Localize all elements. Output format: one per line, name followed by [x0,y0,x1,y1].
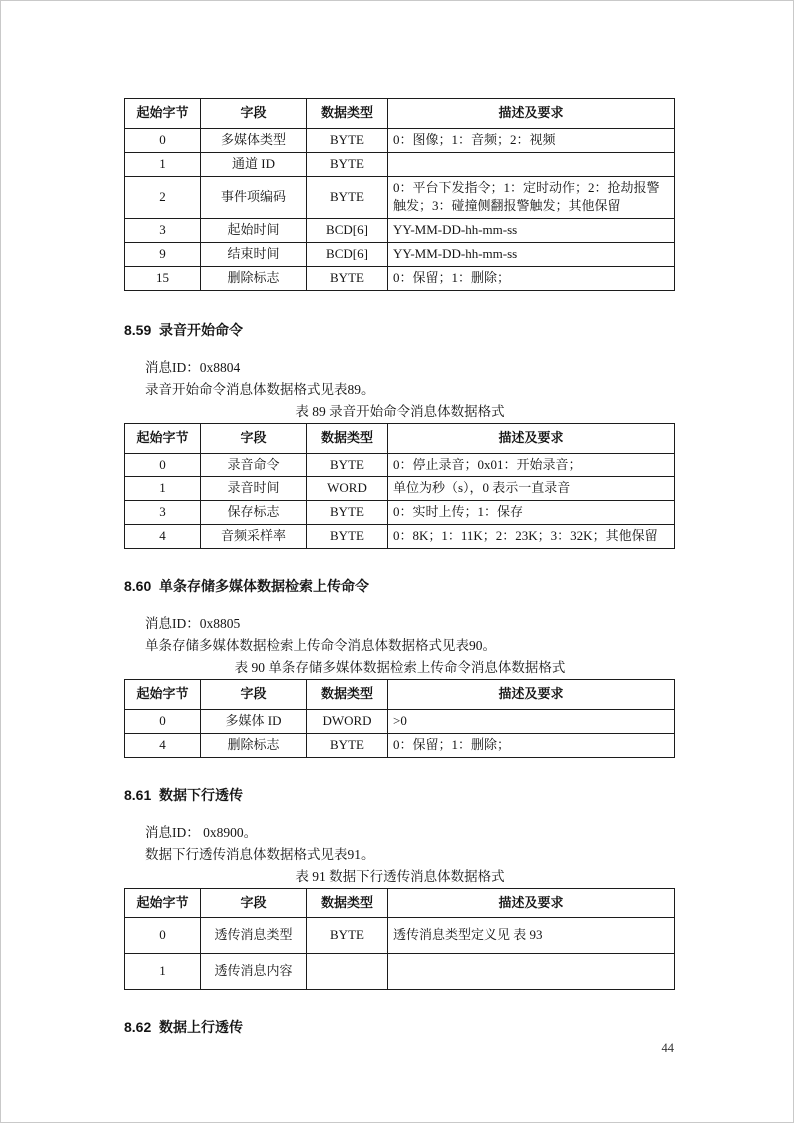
cell-start-byte: 1 [125,152,201,176]
cell-start-byte: 0 [125,709,201,733]
cell-field: 结束时间 [201,243,307,267]
section-heading-8-60: 8.60 单条存储多媒体数据检索上传命令 [124,577,370,594]
col-header-data-type: 数据类型 [307,679,388,709]
col-header-description: 描述及要求 [388,423,675,453]
col-header-data-type: 数据类型 [307,423,388,453]
col-header-data-type: 数据类型 [307,888,388,918]
table-row [125,176,675,219]
cell-field: 删除标志 [201,266,307,290]
col-header-field: 字段 [201,679,307,709]
cell-start-byte: 1 [125,954,201,990]
cell-field: 录音命令 [201,453,307,477]
table-90-caption: 表 90 单条存储多媒体数据检索上传命令消息体数据格式 [234,659,566,675]
cell-field: 音频采样率 [201,525,307,549]
col-header-description: 描述及要求 [388,679,675,709]
cell-data-type: BYTE [307,176,388,219]
table-header-row [125,99,675,129]
table-row [125,954,675,990]
cell-start-byte: 9 [125,243,201,267]
cell-description: >0 [388,709,675,733]
cell-field: 删除标志 [201,733,307,757]
table-header-row [125,679,675,709]
message-id-8805: 消息ID：0x8805 [145,615,241,631]
cell-start-byte: 15 [125,266,201,290]
cell-data-type: BYTE [307,152,388,176]
intro-text-table-91: 数据下行透传消息体数据格式见表91。 [145,846,375,862]
cell-description: 单位为秒（s），0 表示一直录音 [388,477,675,501]
cell-description: 0：实时上传；1：保存 [388,501,675,525]
col-header-start-byte: 起始字节 [125,423,201,453]
page-content [124,1,676,1036]
section-heading-8-62: 8.62 数据上行透传 [124,1019,244,1036]
cell-data-type: BCD[6] [307,243,388,267]
cell-start-byte: 0 [125,128,201,152]
cell-description: 0：停止录音；0x01：开始录音； [388,453,675,477]
table-header-row [125,423,675,453]
cell-description: 0：8K；1：11K；2：23K；3：32K；其他保留 [388,525,675,549]
intro-text-table-89: 录音开始命令消息体数据格式见表89。 [145,381,375,397]
section-heading-8-59: 8.59 录音开始命令 [124,321,244,338]
col-header-data-type: 数据类型 [307,99,388,129]
table-89-caption: 表 89 录音开始命令消息体数据格式 [295,403,505,419]
cell-start-byte: 0 [125,453,201,477]
cell-field: 起始时间 [201,219,307,243]
cell-start-byte: 3 [125,219,201,243]
cell-data-type: BYTE [307,453,388,477]
cell-description: 透传消息类型定义见 表 93 [388,918,675,954]
table-header-row [125,888,675,918]
cell-description: 0：平台下发指令；1：定时动作；2：抢劫报警触发；3：碰撞侧翻报警触发；其他保留 [388,176,675,219]
message-id-8900: 消息ID： 0x8900。 [145,824,258,840]
cell-description: YY-MM-DD-hh-mm-ss [388,219,675,243]
table-multimedia-event-retrieval [124,98,675,291]
table-row [125,477,675,501]
col-header-description: 描述及要求 [388,99,675,129]
cell-field: 事件项编码 [201,176,307,219]
cell-field: 通道 ID [201,152,307,176]
col-header-field: 字段 [201,99,307,129]
intro-text-table-90: 单条存储多媒体数据检索上传命令消息体数据格式见表90。 [145,637,496,653]
cell-data-type: BYTE [307,128,388,152]
table-91-data-downlink-passthrough [124,888,675,991]
cell-data-type: BYTE [307,733,388,757]
cell-data-type: BYTE [307,266,388,290]
cell-field: 透传消息类型 [201,918,307,954]
cell-description: 0：保留；1：删除； [388,733,675,757]
col-header-start-byte: 起始字节 [125,99,201,129]
cell-description [388,152,675,176]
col-header-field: 字段 [201,888,307,918]
cell-description: 0：保留；1：删除； [388,266,675,290]
section-heading-8-61: 8.61 数据下行透传 [124,786,244,803]
cell-field: 录音时间 [201,477,307,501]
table-row [125,152,675,176]
table-row [125,243,675,267]
cell-field: 多媒体 ID [201,709,307,733]
col-header-field: 字段 [201,423,307,453]
cell-field: 保存标志 [201,501,307,525]
col-header-start-byte: 起始字节 [125,888,201,918]
cell-data-type [307,954,388,990]
cell-start-byte: 3 [125,501,201,525]
cell-data-type: BYTE [307,501,388,525]
cell-data-type: DWORD [307,709,388,733]
col-header-description: 描述及要求 [388,888,675,918]
cell-data-type: BYTE [307,918,388,954]
table-row [125,525,675,549]
table-row [125,918,675,954]
cell-start-byte: 4 [125,733,201,757]
table-row [125,501,675,525]
cell-start-byte: 0 [125,918,201,954]
table-90-single-multimedia-retrieval-upload [124,679,675,758]
cell-data-type: WORD [307,477,388,501]
message-id-8804: 消息ID：0x8804 [145,359,241,375]
table-row [125,453,675,477]
table-row [125,709,675,733]
table-row [125,733,675,757]
cell-field: 多媒体类型 [201,128,307,152]
table-row [125,266,675,290]
cell-start-byte: 1 [125,477,201,501]
page-number: 44 [661,1041,674,1055]
table-row [125,219,675,243]
table-91-caption: 表 91 数据下行透传消息体数据格式 [295,868,505,884]
cell-data-type: BYTE [307,525,388,549]
table-89-record-start-command [124,423,675,549]
table-row [125,128,675,152]
cell-description [388,954,675,990]
cell-description: YY-MM-DD-hh-mm-ss [388,243,675,267]
cell-field: 透传消息内容 [201,954,307,990]
col-header-start-byte: 起始字节 [125,679,201,709]
cell-start-byte: 2 [125,176,201,219]
cell-description: 0：图像；1：音频；2：视频 [388,128,675,152]
cell-data-type: BCD[6] [307,219,388,243]
cell-start-byte: 4 [125,525,201,549]
